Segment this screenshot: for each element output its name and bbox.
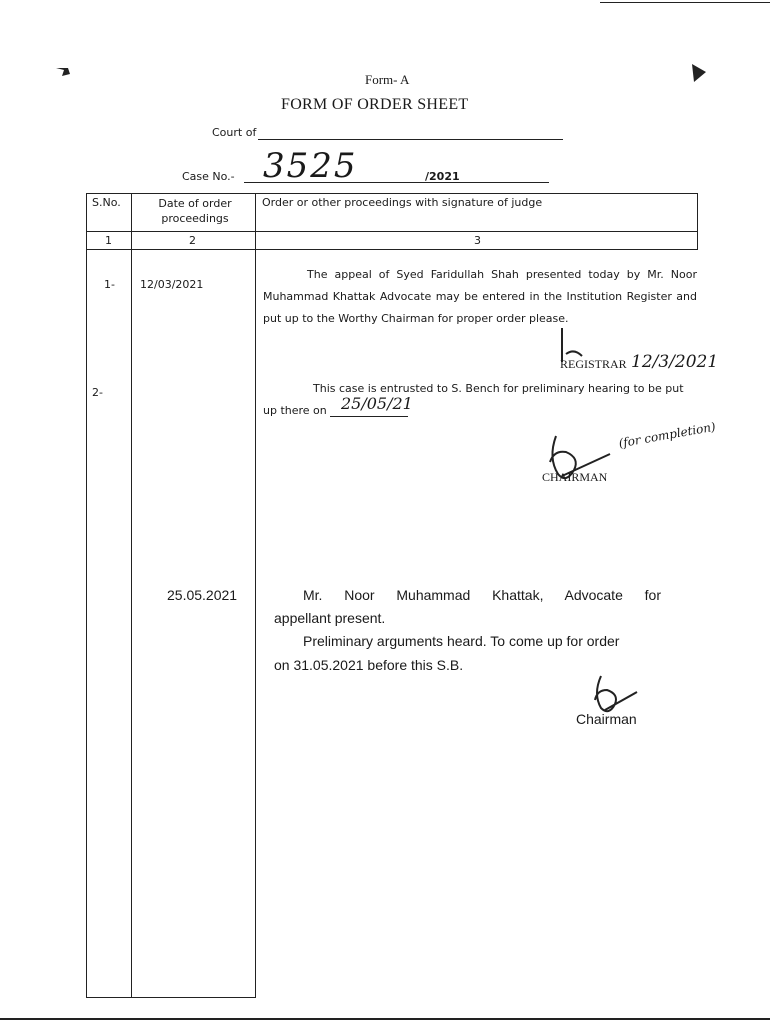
registrar-date: 12/3/2021 [631,352,719,372]
table-right-border-top [697,193,698,250]
case-year: /2021 [425,170,460,183]
table-top-border [86,193,698,194]
table-bottom-border [86,997,256,998]
column-number-2: 2 [189,234,196,247]
entry-2-sno: 2- [92,386,103,399]
registrar-label: REGISTRAR [560,357,627,371]
column-divider-2 [255,193,256,998]
entry-3-line1: Mr. Noor Muhammad Khattak, Advocate for [303,587,661,603]
table-header-divider [86,231,698,232]
header-date: Date of order proceedings [158,197,232,225]
hearing-date: 25/05/21 [341,394,413,413]
entry-2-line1: This case is entrusted to S. Bench for preliminary hearing to be put [313,382,684,395]
chairman-label: CHAIRMAN [542,470,608,484]
form-label: Form- A [365,72,410,87]
case-label: Case No.- [182,170,235,183]
page-title: FORM OF ORDER SHEET [281,96,469,113]
scan-speck-left [54,62,78,80]
scan-speck-right [688,62,712,86]
header-sno: S.No. [92,196,121,209]
entry-1-text: The appeal of Syed Faridullah Shah presented today by Mr. Noor Muhammad Khattak Advocate may be entered in the Institution Register and put up to the Worthy Chairman for proper order please. [263,268,697,325]
header-order: Order or other proceedings with signature of judge [262,196,543,209]
entry-1-sno: 1- [104,278,115,291]
scan-top-edge [600,2,770,3]
table-number-divider [86,249,698,250]
entry-3-line3: Preliminary arguments heard. To come up for order [303,633,620,649]
completion-note: (for completion) [617,419,717,451]
entry-3-date: 25.05.2021 [167,587,238,603]
court-underline [258,139,563,140]
column-divider-1 [131,193,132,998]
entry-2-line2: up there on [263,404,327,417]
entry-3-line4: on 31.05.2021 before this S.B. [274,657,464,673]
column-number-3: 3 [474,234,481,247]
scan-bottom-edge [0,1018,770,1020]
case-number: 3525 [263,146,358,186]
entry-1-date: 12/03/2021 [140,278,204,291]
hearing-date-underline [330,416,408,417]
court-label: Court of [212,126,257,139]
chairman-label-2: Chairman [576,711,637,727]
entry-3-line2: appellant present. [274,610,386,626]
table-left-border [86,193,87,998]
column-number-1: 1 [105,234,112,247]
